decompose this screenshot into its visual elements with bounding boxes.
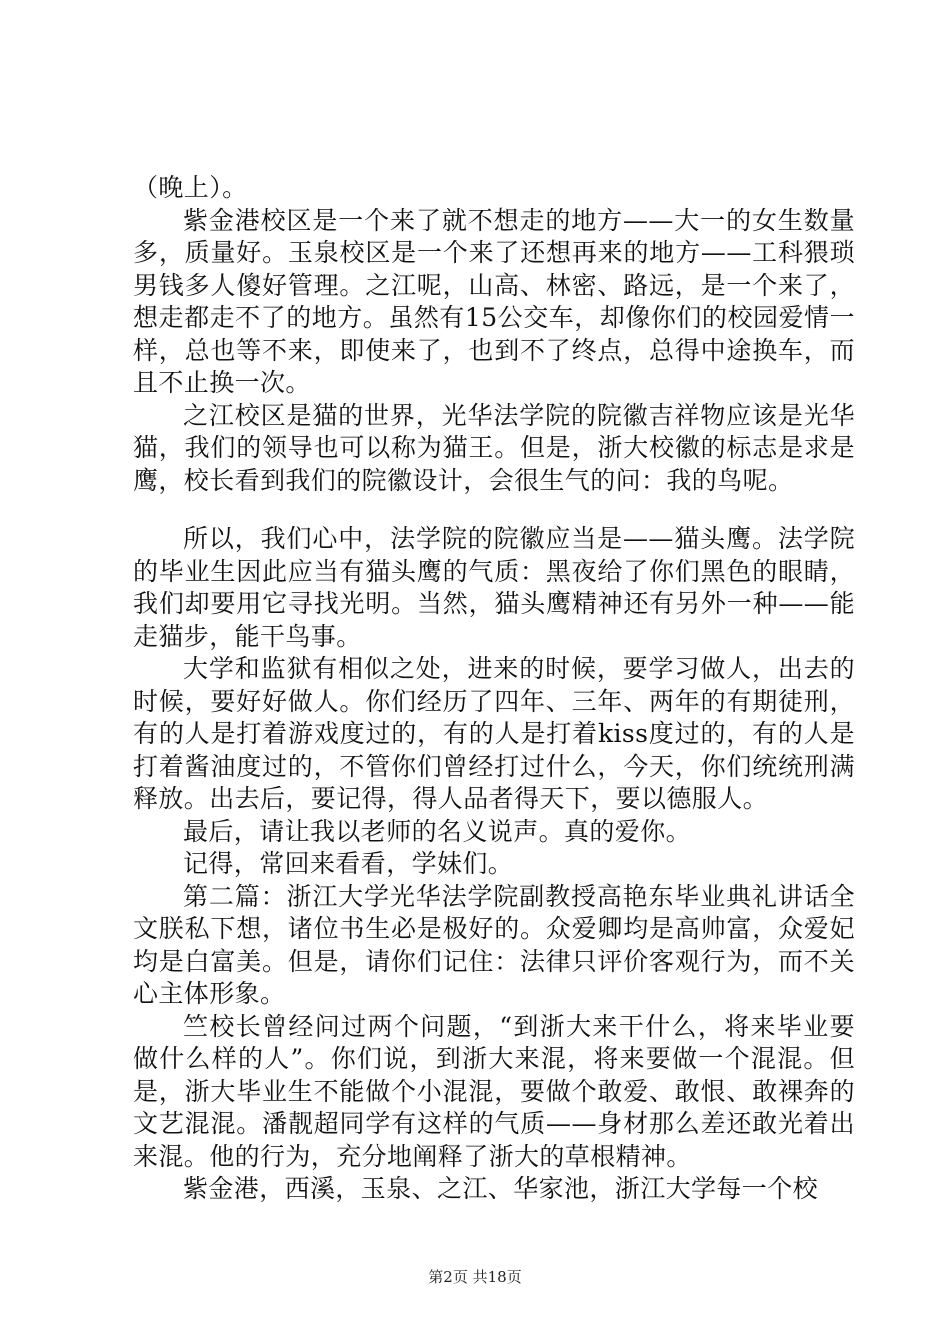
paragraph-7: 记得，常回来看看，学妹们。 (183, 849, 514, 878)
paragraph-9: 竺校长曾经问过两个问题，“到浙大来干什么，将来毕业要做什么样的人”。你们说，到浙大来混，将来要做一个混混。但是，浙大毕业生不能做个小混混，要做个敢爱、敢恨、敢裸奔的文艺混混。潘靓超同学有这样的气质——身材那么差还敢光着出来混。他的行为，充分地阐释了浙大的草根精神。 (133, 1011, 855, 1171)
paragraph-6: 最后，请让我以老师的名义说声。真的爱你。 (183, 816, 692, 846)
document-body (133, 172, 855, 1206)
paragraph-4: 所以，我们心中，法学院的院徽应当是——猫头鹰。法学院的毕业生因此应当有猫头鹰的气质：黑夜给了你们黑色的眼睛，我们却要用它寻找光明。当然，猫头鹰精神还有另外一种——能走猫步，能干鸟事。 (133, 524, 855, 651)
page-footer (0, 1266, 950, 1287)
paragraph-5: 大学和监狱有相似之处，进来的时候，要学习做人，出去的时候，要好好做人。你们经历了四年、三年、两年的有期徒刑，有的人是打着游戏度过的，有的人是打着kiss度过的，有的人是打着酱油度过的，不管你们曾经打过什么，今天，你们统统刑满释放。出去后，要记得，得人品者得天下，要以德服人。 (133, 654, 855, 813)
paragraph-1: （晚上）。 (133, 173, 248, 202)
paragraph-3: 之江校区是猫的世界，光华法学院的院徽吉祥物应该是光华猫，我们的领导也可以称为猫王。但是，浙大校徽的标志是求是鹰，校长看到我们的院徽设计，会很生气的问：我的鸟呢。 (133, 400, 855, 495)
paragraph-8: 第二篇：浙江大学光华法学院副教授高艳东毕业典礼讲话全文朕私下想，诸位书生必是极好的。众爱卿均是高帅富，众爱妃均是白富美。但是，请你们记住：法律只评价客观行为，而不关心主体形象。 (133, 881, 855, 1008)
page-number: 第2页 共18页 (428, 1268, 522, 1286)
paragraph-10: 紫金港，西溪，玉泉、之江、华家池，浙江大学每一个校 (183, 1174, 819, 1203)
paragraph-2: 紫金港校区是一个来了就不想走的地方——大一的女生数量多，质量好。玉泉校区是一个来了还想再来的地方——工科猥琐男钱多人傻好管理。之江呢，山高、林密、路远，是一个来了，想走都走不了的地方。虽然有15公交车，却像你们的校园爱情一样，总也等不来，即使来了，也到不了终点，总得中途换车，而且不止换一次。 (133, 205, 855, 397)
